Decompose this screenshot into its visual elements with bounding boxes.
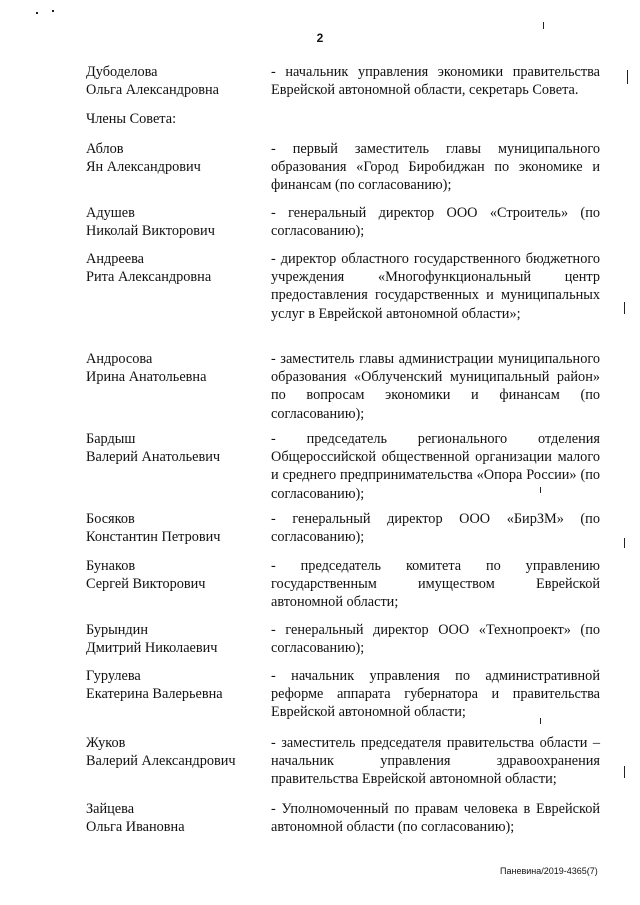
member-given-names: Ян Александрович — [86, 159, 201, 176]
member-surname: Дубоделова — [86, 64, 158, 80]
member-role: - генеральный директор ООО «БирЗМ» (по согласованию); — [271, 511, 600, 546]
member-surname: Бурындин — [86, 622, 148, 638]
scan-mark — [540, 487, 541, 493]
page-number: 2 — [316, 31, 324, 45]
member-role: - заместитель председателя правительства области – начальник управления здравоохранения правительства Еврейской автономной области; — [271, 735, 600, 788]
member-role: - заместитель главы администрации муниципального образования «Облученский муниципальный район» по вопросам экономики и финансам (по согласованию); — [271, 351, 600, 422]
member-role: - генеральный директор ООО «Строитель» (по согласованию); — [271, 205, 600, 240]
member-name — [86, 557, 264, 593]
member-surname: Босяков — [86, 511, 135, 527]
member-role: - первый заместитель главы муниципального образования «Город Биробиджан по экономике и финансам (по согласованию); — [271, 141, 600, 194]
member-name — [86, 250, 264, 286]
member-surname: Зайцева — [86, 801, 135, 817]
member-name — [86, 621, 264, 657]
member-given-names: Николай Викторович — [86, 223, 215, 240]
member-surname: Бардыш — [86, 431, 136, 447]
member-surname: Жуков — [86, 735, 126, 751]
member-surname: Аблов — [86, 141, 124, 157]
member-name — [86, 510, 264, 546]
document-code: Паневина/2019-4365(7) — [500, 866, 598, 876]
member-given-names: Валерий Анатольевич — [86, 449, 221, 466]
scan-mark — [624, 538, 625, 548]
member-given-names: Ольга Александровна — [86, 82, 219, 99]
scan-mark — [627, 70, 628, 84]
member-surname: Андреева — [86, 251, 144, 267]
scan-speck — [36, 12, 38, 14]
member-given-names: Ирина Анатольевна — [86, 369, 207, 386]
member-name — [86, 800, 264, 836]
member-role: - начальник управления по административной реформе аппарата губернатора и правительства Еврейской автономной области; — [271, 668, 600, 721]
member-name — [86, 667, 264, 703]
member-given-names: Дмитрий Николаевич — [86, 640, 218, 657]
member-role: - генеральный директор ООО «Технопроект» (по согласованию); — [271, 622, 600, 657]
member-name — [86, 140, 264, 176]
member-role: - председатель регионального отделения Общероссийской общественной организации малого и среднего предпринимательства «Опора России» (по согласованию); — [271, 431, 600, 502]
scan-mark — [540, 718, 541, 724]
member-role: - Уполномоченный по правам человека в Еврейской автономной области (по согласованию); — [271, 801, 600, 836]
member-name — [86, 734, 264, 770]
member-given-names: Валерий Александрович — [86, 753, 236, 770]
member-given-names: Рита Александровна — [86, 269, 212, 286]
member-name — [86, 204, 264, 240]
member-surname: Андросова — [86, 351, 153, 367]
member-given-names: Екатерина Валерьевна — [86, 686, 223, 703]
member-role: - председатель комитета по управлению государственным имуществом Еврейской автономной области; — [271, 558, 600, 611]
members-heading: Члены Совета: — [86, 111, 177, 127]
member-role: - начальник управления экономики правительства Еврейской автономной области, секретарь Совета. — [271, 64, 600, 99]
member-name — [86, 63, 264, 99]
member-given-names: Ольга Ивановна — [86, 819, 185, 836]
member-role: - директор областного государственного бюджетного учреждения «Многофункциональный центр предоставления государственных и муниципальных услуг в Еврейской автономной области»; — [271, 251, 600, 322]
scan-mark — [624, 302, 625, 314]
member-given-names: Сергей Викторович — [86, 576, 206, 593]
member-surname: Адушев — [86, 205, 135, 221]
member-name — [86, 350, 264, 386]
scan-mark — [624, 766, 625, 778]
member-surname: Бунаков — [86, 558, 136, 574]
member-name — [86, 430, 264, 466]
member-surname: Гурулева — [86, 668, 141, 684]
member-given-names: Константин Петрович — [86, 529, 221, 546]
scan-speck — [52, 10, 54, 12]
scan-mark — [543, 22, 544, 29]
